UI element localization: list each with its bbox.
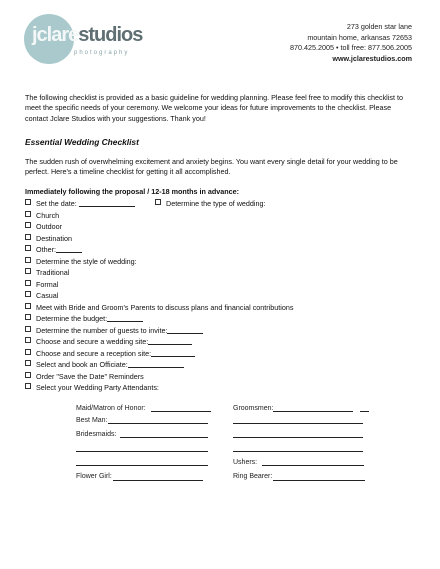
bridesmaids-field[interactable] [120,437,208,438]
checklist-item[interactable]: Traditional [25,268,69,277]
maid-of-honor-field[interactable] [151,411,211,412]
bridesmaids-label: Bridesmaids: [76,431,117,438]
bridesmaids-line[interactable] [76,451,208,452]
logo-tagline: photography [74,50,130,56]
blank-line[interactable] [148,338,192,345]
checkbox-icon[interactable] [25,257,31,263]
checklist-item[interactable]: Set the date: [25,199,135,208]
checklist-item[interactable]: Formal [25,280,58,289]
checklist-item[interactable]: Casual [25,291,58,300]
ushers-label: Ushers: [233,459,258,466]
maid-of-honor-label: Maid/Matron of Honor: [76,405,146,412]
lead-paragraph: The sudden rush of overwhelming excitement and anxiety begins. You want every single detail for your wedding to be perfect. Here's a timeline checklist for getting it all accomplished. [25,157,398,177]
logo-name-a: jclare [32,24,79,46]
address-phones: 870.425.2005 • toll free: 877.506.2005 [289,43,412,52]
best-man-field[interactable] [108,423,208,424]
groomsmen-line[interactable] [233,451,363,452]
checklist-item[interactable]: Other: [25,245,82,254]
section-title: Essential Wedding Checklist [25,137,139,147]
bridesmaids-line[interactable] [76,465,208,466]
checkbox-icon[interactable] [155,199,161,205]
checkbox-icon[interactable] [25,383,31,389]
checklist-item[interactable]: Select your Wedding Party Attendants: [25,383,159,392]
timeline-subhead: Immediately following the proposal / 12-18 months in advance: [25,187,240,196]
checklist-item[interactable]: Order "Save the Date" Reminders [25,372,144,381]
best-man-label: Best Man: [76,417,108,424]
checklist-item[interactable]: Choose and secure a reception site: [25,349,195,358]
checkbox-icon[interactable] [25,291,31,297]
checklist-item[interactable]: Destination [25,234,72,243]
checkbox-icon[interactable] [25,280,31,286]
checkbox-icon[interactable] [25,245,31,251]
intro-paragraph: The following checklist is provided as a basic guideline for wedding planning. Please feel free to modify this checklist to meet the specific needs of your ceremony. We welcome your ideas for future improvements to the checklist. Please contact Jclare Studios with your suggestions. Thank you! [25,93,403,123]
checklist-item[interactable]: Meet with Bride and Groom's Parents to discuss plans and financial contributions [25,303,293,312]
blank-line[interactable] [79,200,135,207]
blank-line[interactable] [107,315,143,322]
checklist-item[interactable]: Determine the type of wedding: [155,199,266,208]
logo-wordmark [32,24,142,47]
checkbox-icon[interactable] [25,372,31,378]
blank-line[interactable] [56,246,82,253]
checkbox-icon[interactable] [25,337,31,343]
checkbox-icon[interactable] [25,303,31,309]
flower-girl-field[interactable] [113,480,203,481]
address-city: mountain home, arkansas 72653 [307,32,412,42]
checkbox-icon[interactable] [25,211,31,217]
groomsmen-line[interactable] [233,437,363,438]
blank-line[interactable] [167,327,203,334]
checklist-item[interactable]: Determine the style of wedding: [25,257,137,266]
checklist-item[interactable]: Church [25,211,59,220]
ring-bearer-field[interactable] [273,480,365,481]
checkbox-icon[interactable] [25,234,31,240]
address-street: 273 golden star lane [346,22,412,31]
flower-girl-label: Flower Girl: [76,473,112,480]
company-logo [24,14,143,66]
blank-line[interactable] [151,350,195,357]
groomsmen-field-extra[interactable] [360,411,369,412]
checkbox-icon[interactable] [25,199,31,205]
checklist-item[interactable]: Determine the budget: [25,314,143,323]
ring-bearer-label: Ring Bearer: [233,473,273,480]
checkbox-icon[interactable] [25,268,31,274]
ushers-field[interactable] [262,465,364,466]
checklist-item[interactable]: Select and book an Officiate: [25,360,184,369]
logo-name-b: studios [78,24,143,46]
checklist-item[interactable]: Outdoor [25,222,62,231]
groomsmen-label: Groomsmen: [233,405,274,412]
checkbox-icon[interactable] [25,326,31,332]
website-link[interactable]: www.jclarestudios.com [332,53,412,63]
groomsmen-field[interactable] [273,411,353,412]
checklist-item[interactable]: Determine the number of guests to invite: [25,326,203,335]
contact-address [290,22,412,64]
checkbox-icon[interactable] [25,349,31,355]
checkbox-icon[interactable] [25,222,31,228]
groomsmen-line[interactable] [233,423,363,424]
checkbox-icon[interactable] [25,314,31,320]
checklist-item[interactable]: Choose and secure a wedding site: [25,337,192,346]
blank-line[interactable] [128,361,184,368]
checkbox-icon[interactable] [25,360,31,366]
